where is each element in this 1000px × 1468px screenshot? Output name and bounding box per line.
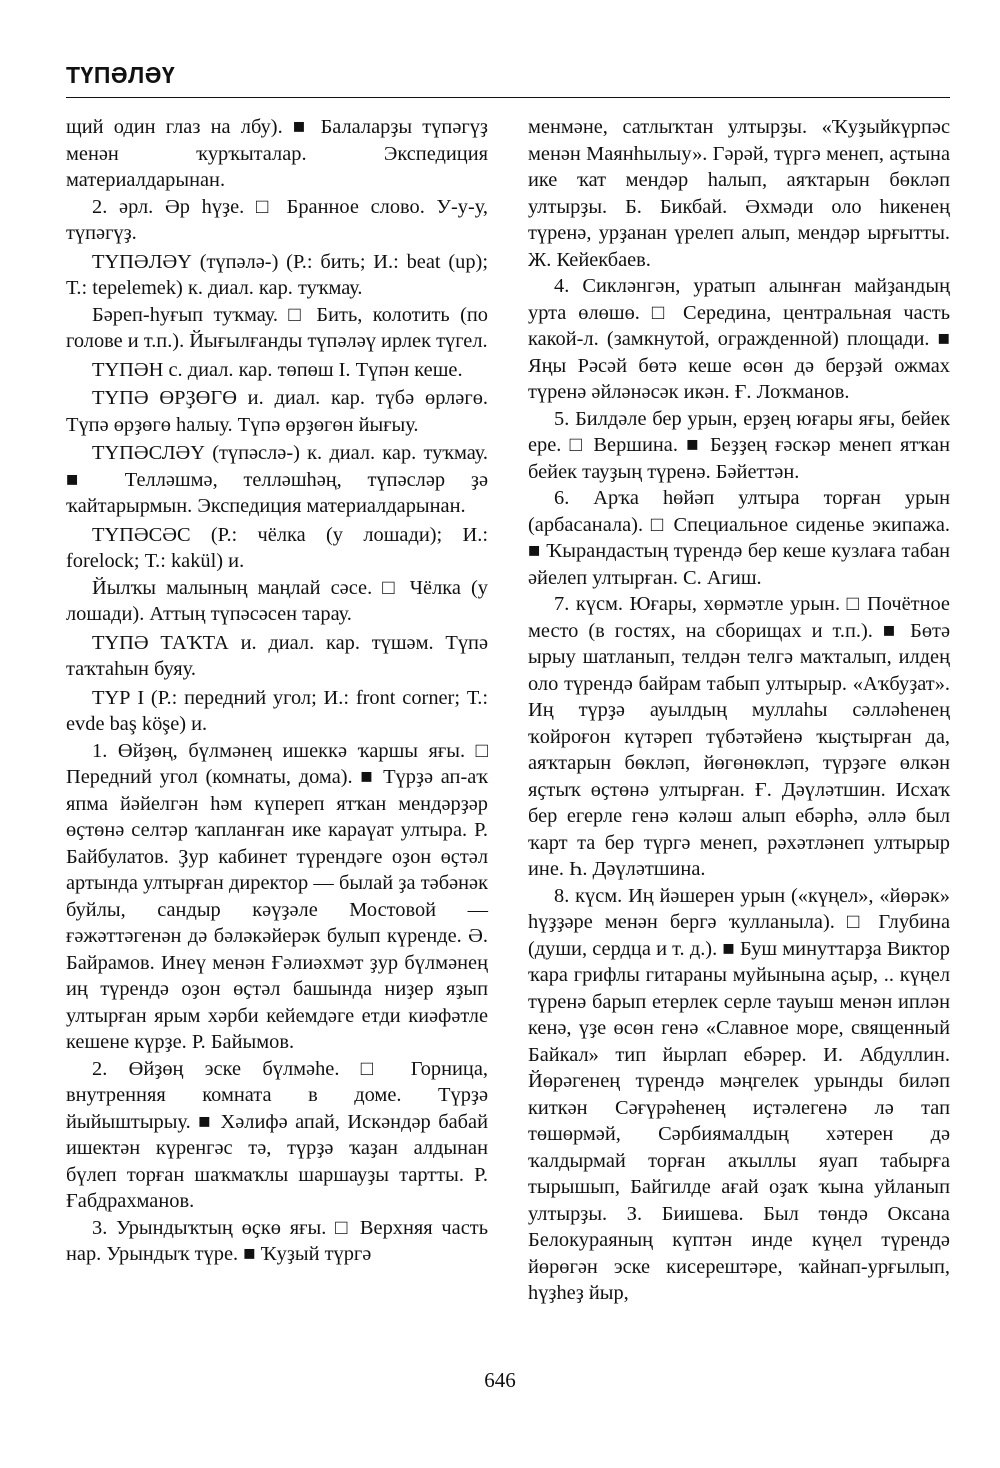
paragraph: 6. Арҡа һөйәп ултыра торған урын (арбасанала). □ Специальное сиденье экипажа. ■ Ҡырандастың түрендә бер кеше кузлаға табан әйелеп ултырған. С. Агиш. [528,487,950,589]
right-column [528,114,950,1307]
dictionary-entry: ТҮР I (Р.: передний угол; И.: front corner; Т.: evde baş köşe) и. [66,686,488,735]
dictionary-entry: ТҮПӘСЛӘҮ (түпәслә-) к. диал. кар. туҡмау. ■ Телләшмә, телләшһәң, түпәсләр ҙә ҡайтарырмын. Экспедиция материалдарынан. [66,442,488,517]
paragraph: 2. әрл. Әр һүҙе. □ Бранное слово. У-у-у, түпәгүҙ. [66,195,488,244]
paragraph: 3. Урындыҡтың өҫкө яғы. □ Верхняя часть нар. Урындыҡ түре. ■ Ҡуҙый түргә [66,1216,488,1265]
dictionary-entry: ТҮПӘЛӘҮ (түпәлә-) (Р.: бить; И.: beat (up); Т.: tepelemek) к. диал. кар. туҡмау. [66,250,488,299]
dictionary-entry: ТҮПӘ ӨРҘӨГӨ и. диал. кар. түбә өрләгө. Түпә өрҙөгө һалыу. Түпә өрҙөгөн йығыу. [66,387,488,436]
paragraph: 5. Билдәле бер урын, ерҙең юғары яғы, бейек ере. □ Вершина. ■ Беҙҙең ғәскәр менеп ятҡан бейек тауҙың түренә. Бәйеттән. [528,407,950,483]
left-column [66,114,488,1268]
header-rule [66,97,950,98]
running-header: ТҮПӘЛӘҮ [66,62,176,88]
paragraph: менмәне, сатлыҡтан ултырҙы. «Ҡуҙыйкүрпәс менән Маянһылыу». Гәрәй, түргә менеп, аҫтына ике ҡат мендәр һалып, аяҡтарын бөкләп ултырҙы. Б. Бикбай. Әхмәди оло һикенең түренә, урҙанан үрелеп алып, мендәр ырғытты. Ж. Кейекбаев. [528,116,950,271]
page-number: 646 [484,1368,516,1392]
paragraph: 7. күсм. Юғары, хөрмәтле урын. □ Почётное место (в гостях, на сборищах и т.п.). ■ Бөтә ырыу шатланып, телдән телгә маҡталып, илдең оло түрендә байрам табып ултырыр. «Аҡбуҙат». Иң түрҙә ауылдың муллаһы сәлләһенең ҡойроғон күтәреп түбәтәйенә ҡыҫтырған да, аяҡтарын бөкләп, йөгөнөкләп, түрҙәге өлкән яҫтыҡ өҫтөнә ултырған. Ғ. Дәүләтшин. Исхаҡ бер егерле генә кәләш алып ебәрһә, әллә был ҡарт та бер түргә менеп, рәхәтләнеп ултырыр ине. Һ. Дәүләтшина. [528,593,950,880]
dictionary-entry: ТҮПӘ ТАҠТА и. диал. кар. түшәм. Түпә таҡтаһын буяу. [66,631,488,680]
dictionary-entry: ТҮПӘН с. диал. кар. төпөш I. Түпән кеше. [92,358,463,381]
paragraph: 2. Өйҙөң эске бүлмәһе. □ Горница, внутренняя комната в доме. Түрҙә йыйыштырыу. ■ Хәлифә апай, Искәндәр бабай ишектән күренгәс тә, түрҙә ҡаҙан алдынан бүлеп торған шаҡмаҡлы шаршауҙы тартты. Р. Ғабдрахманов. [66,1057,488,1212]
paragraph: щий один глаз на лбу). ■ Балаларҙы түпәгүҙ менән ҡурҡыталар. Экспедиция материалдарынан. [66,116,488,191]
paragraph: Бәреп-һуғып туҡмау. □ Бить, колотить (по голове и т.п.). Йығылғанды түпәләү ирлек түгел. [66,303,488,352]
paragraph: 1. Өйҙөң, бүлмәнең ишеккә ҡаршы яғы. □ Передний угол (комнаты, дома). ■ Түрҙә ап-аҡ япма йәйелгән һәм күпереп ятҡан мендәрҙәр өҫтөнә селтәр ҡапланған ике караүат ултыра. Р. Байбулатов. Ҙур кабинет түрендәге оҙон өҫтәл артында ултырған директор — былай ҙа тәбәнәк буйлы, сандыр кәүҙәле Мостовой — ғәжәттәгенән дә бәләкәйерәк булып күренде. Ә. Байрамов. Инеү менән Ғәлиәхмәт ҙур бүлмәнең иң түрендә оҙон өҫтәл башында ниҙер яҙып ултырған ярым хәрби кейемдәге етди киәфәтле кешене күрҙе. Р. Байымов. [66,739,488,1053]
paragraph: 8. күсм. Иң йәшерен урын («күңел», «йөрәк» һүҙҙәре менән бергә ҡулланыла). □ Глубина (души, сердца и т. д.). ■ Буш минуттарҙа Виктор ҡара грифлы гитараны муйынына аҫыр, .. күңел түренә барып етерлек серле тауыш менән иплән кенә, үҙе өсөн генә «Славное море, священный Байкал» тип йырлап ебәрер. И. Абдуллин. Йөрәгенең түрендә мәңгелек урынды биләп киткән Сәғүрәһенең иҫтәлегенә лә тап төшөрмәй, Сәрбиямалдың хәтерен дә ҡалдырмай торған аҡыллы яуап табырға тырышып, Байгилде ағай оҙаҡ ҡына уйланып ултырҙы. З. Биишева. Был төндә Оксана Белокураяның күптән инде күңел түрендә йөрөгән эске кисерештәре, ҡайнап-урғылып, һүҙһеҙ йыр, [528,884,950,1304]
paragraph: 4. Сикләнгән, уратып алынған майҙандың урта өлөшө. □ Середина, центральная часть какой-л. (замкнутой, огражденной) площади. ■ Яңы Рәсәй бөтә кеше өсөн дә берҙәй ожмах түренә әйләнәсәк икән. Ғ. Лоҡманов. [528,275,950,403]
dictionary-entry: ТҮПӘСӘС (Р.: чёлка (у лошади); И.: forelock; Т.: kakül) и. [66,523,488,572]
paragraph: Йылҡы малының маңлай сәсе. □ Чёлка (у лошади). Аттың түпәсәсен тарау. [66,576,488,625]
